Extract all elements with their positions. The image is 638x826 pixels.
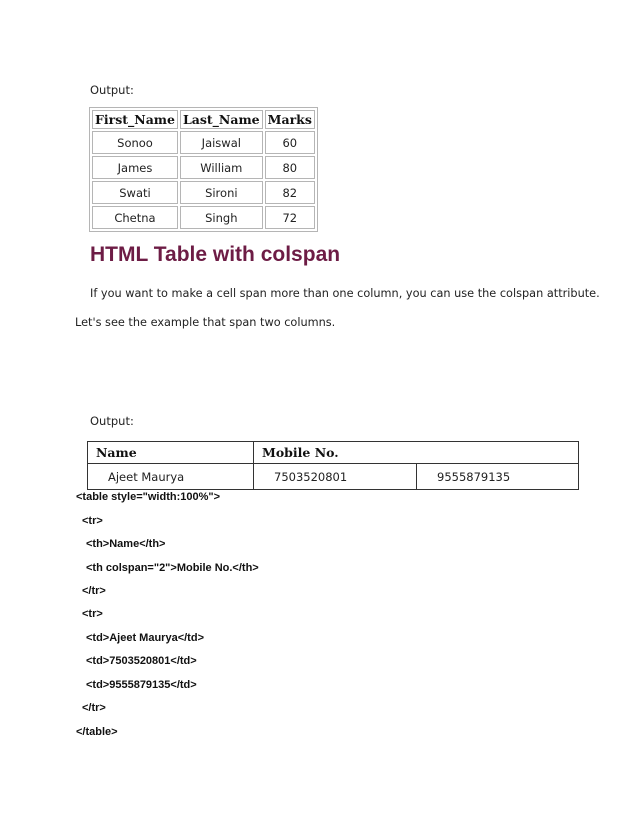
table-header-row <box>92 110 315 129</box>
code-line: <td>9555879135</td> <box>86 679 197 691</box>
header-mobile-no: Mobile No. <box>254 442 579 464</box>
code-line: <td>7503520801</td> <box>86 655 197 667</box>
table-row <box>92 181 315 204</box>
cell-marks: 72 <box>265 206 315 229</box>
cell-marks: 60 <box>265 131 315 154</box>
table-header-row <box>88 442 579 464</box>
students-table <box>89 107 318 232</box>
code-line: </table> <box>76 726 118 738</box>
cell-first-name: Swati <box>92 181 178 204</box>
code-line: <td>Ajeet Maurya</td> <box>86 632 204 644</box>
code-line: <tr> <box>82 608 103 620</box>
header-first-name: First_Name <box>92 110 178 129</box>
colspan-table <box>87 441 579 490</box>
cell-last-name: Sironi <box>180 181 263 204</box>
cell-name: Ajeet Maurya <box>88 464 254 490</box>
output-label-2: Output: <box>90 414 134 428</box>
code-line: <th>Name</th> <box>86 538 166 550</box>
paragraph-colspan-intro: If you want to make a cell span more than one column, you can use the colspan attribute. <box>90 287 600 300</box>
code-line: </tr> <box>82 585 106 597</box>
header-marks: Marks <box>265 110 315 129</box>
code-line: </tr> <box>82 702 106 714</box>
code-line: <th colspan="2">Mobile No.</th> <box>86 562 259 574</box>
header-last-name: Last_Name <box>180 110 263 129</box>
table-row <box>88 464 579 490</box>
cell-mobile-2: 9555879135 <box>417 464 579 490</box>
table-row <box>92 206 315 229</box>
cell-last-name: Jaiswal <box>180 131 263 154</box>
cell-marks: 82 <box>265 181 315 204</box>
section-heading: HTML Table with colspan <box>90 243 341 266</box>
output-label-1: Output: <box>90 83 134 97</box>
header-name: Name <box>88 442 254 464</box>
cell-marks: 80 <box>265 156 315 179</box>
code-line: <table style="width:100%"> <box>76 491 221 503</box>
cell-mobile-1: 7503520801 <box>254 464 417 490</box>
table-row <box>92 131 315 154</box>
paragraph-example-intro: Let's see the example that span two columns. <box>75 316 336 329</box>
code-line: <tr> <box>82 515 103 527</box>
cell-last-name: William <box>180 156 263 179</box>
cell-first-name: Chetna <box>92 206 178 229</box>
cell-first-name: James <box>92 156 178 179</box>
table-row <box>92 156 315 179</box>
cell-last-name: Singh <box>180 206 263 229</box>
cell-first-name: Sonoo <box>92 131 178 154</box>
